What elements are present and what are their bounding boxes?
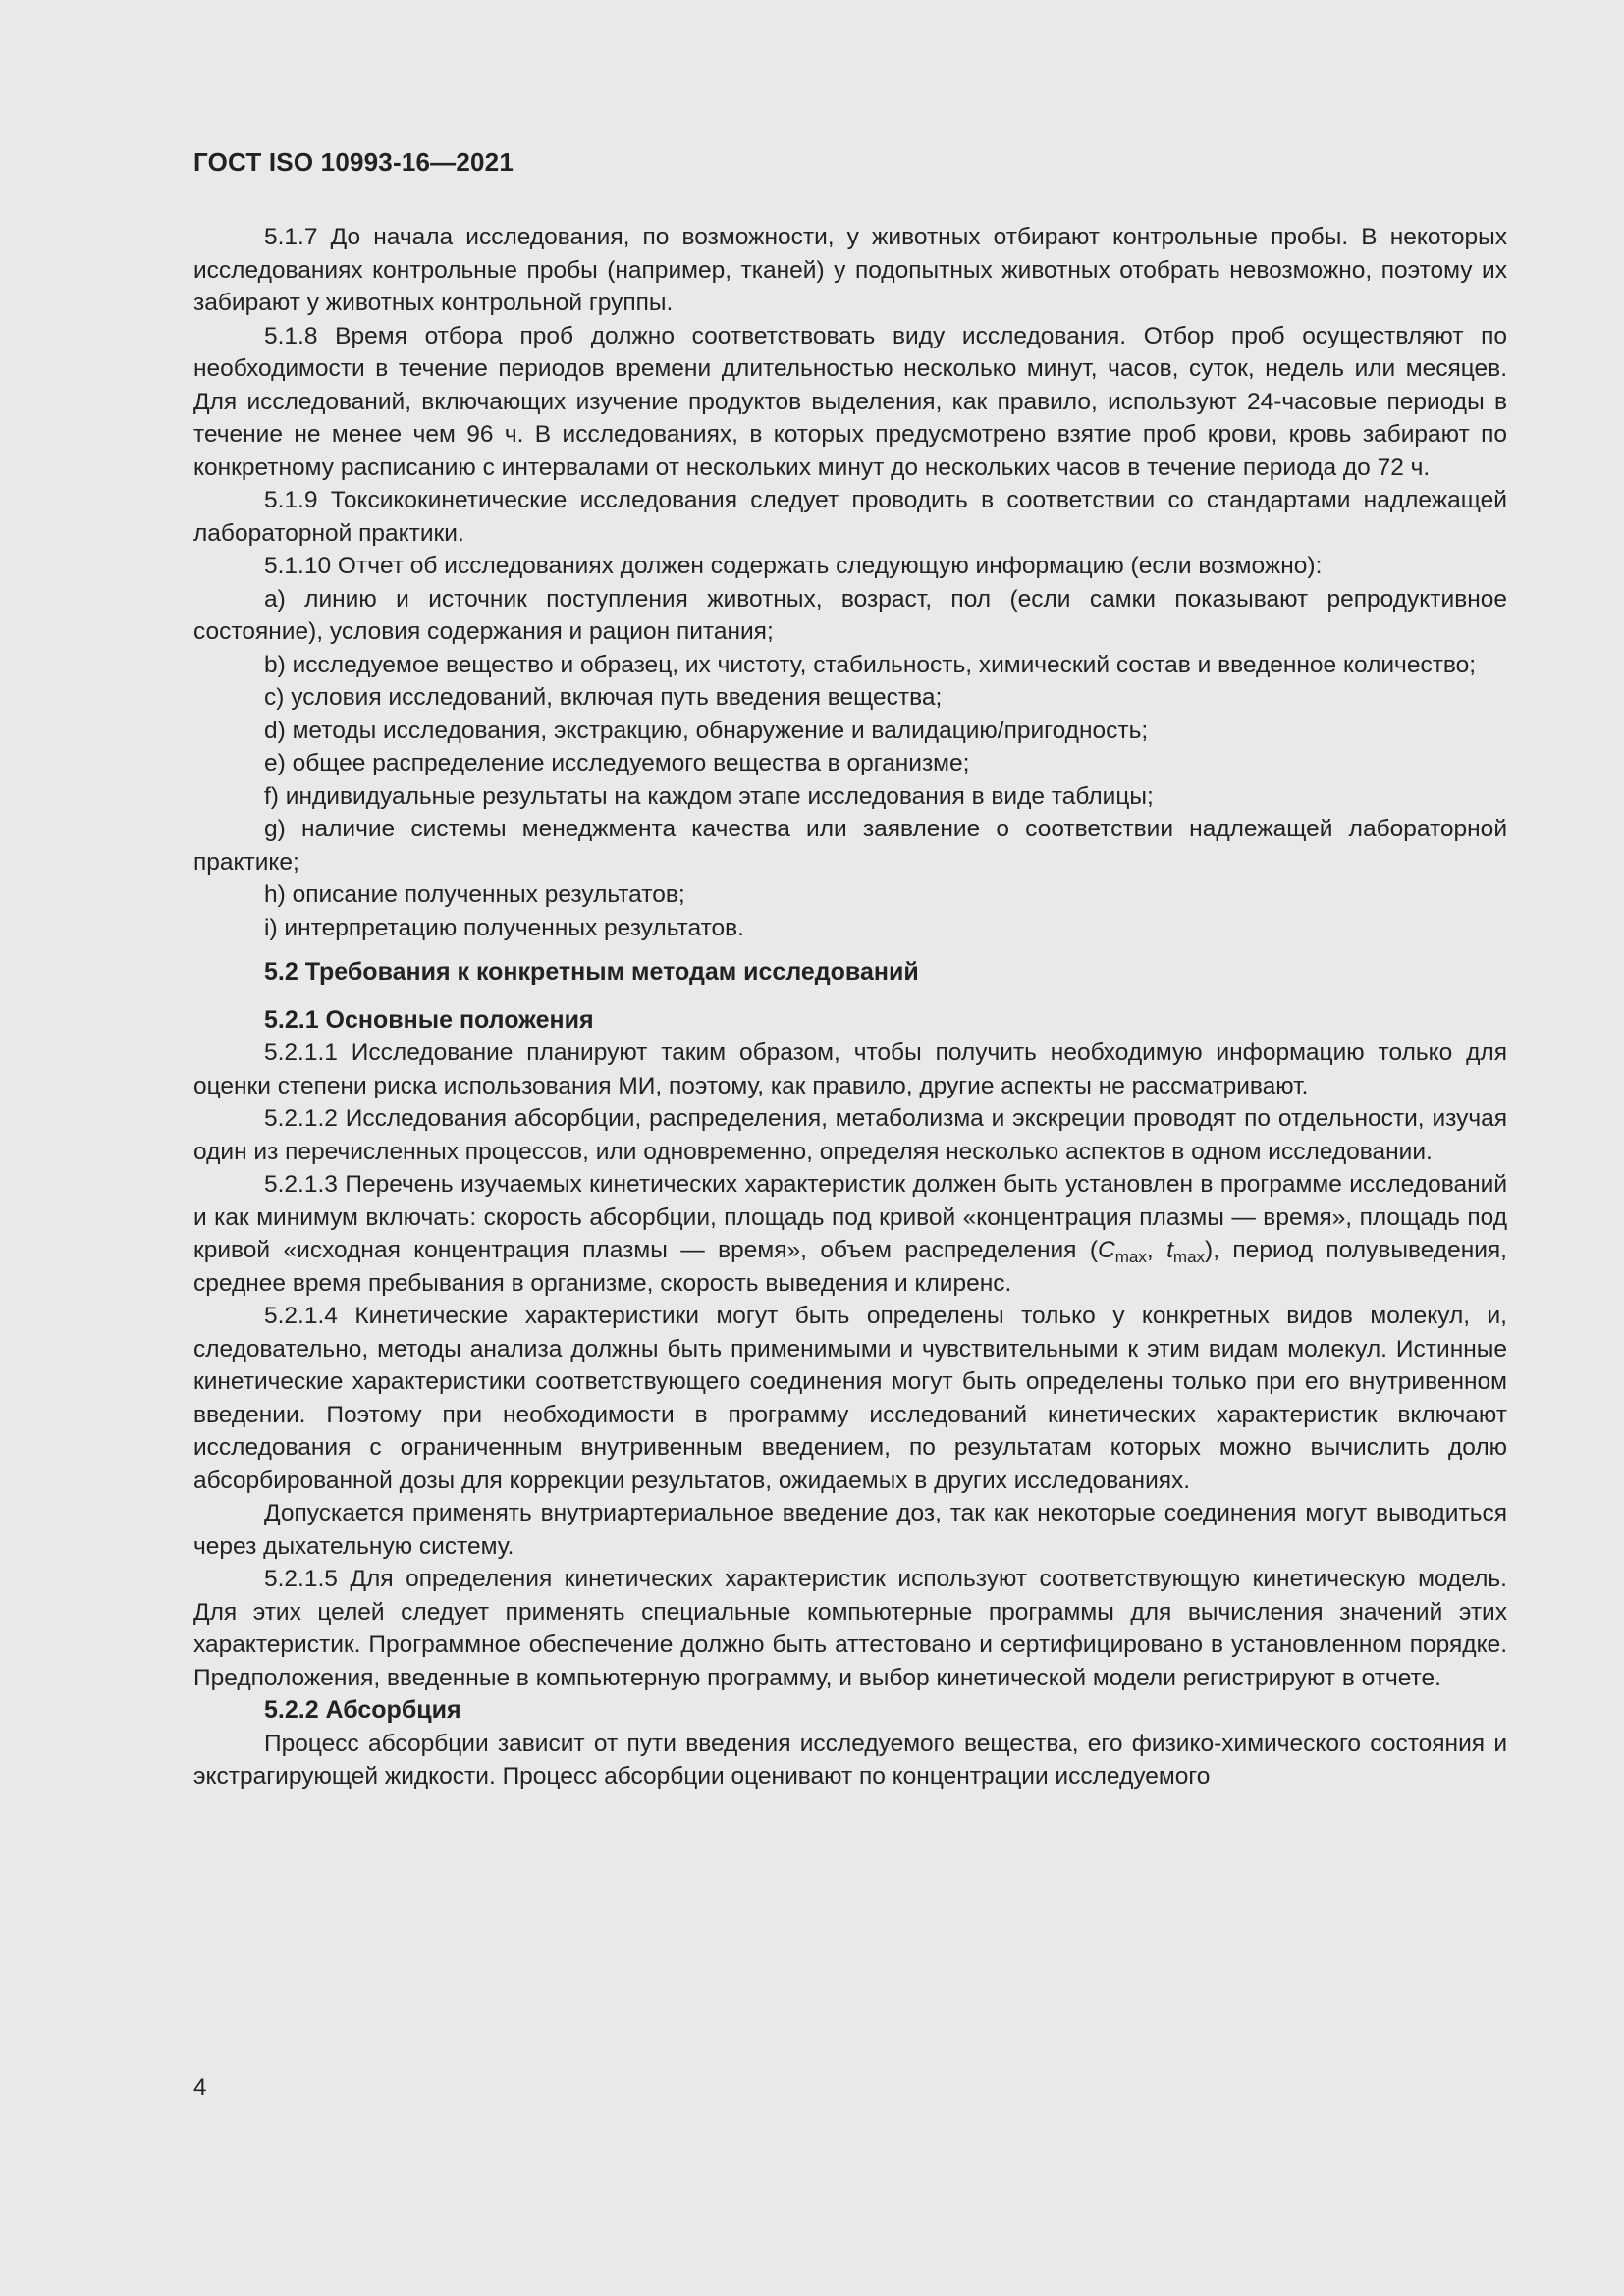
page-number: 4	[193, 2074, 207, 2101]
list-item: d) методы исследования, экстракцию, обнаружение и валидацию/пригодность;	[264, 717, 1149, 744]
paragraph-intra-arterial: Допускается применять внутриартериальное введение доз, так как некоторые соединения могут выводиться через дыхательную систему.	[193, 1500, 1507, 1560]
paragraph-5-2-1-3	[193, 1168, 1507, 1300]
list-item: h) описание полученных результатов;	[264, 881, 685, 908]
list-item: e) общее распределение исследуемого вещества в организме;	[264, 750, 970, 776]
list-item: b) исследуемое вещество и образец, их чистоту, стабильность, химический состав и введенное количество;	[264, 651, 1477, 678]
paragraph-5-2-1-1: 5.2.1.1 Исследование планируют таким образом, чтобы получить необходимую информацию только для оценки степени риска использования МИ, поэтому, как правило, другие аспекты не рассматривают.	[193, 1040, 1507, 1099]
list-item: g) наличие системы менеджмента качества или заявление о соответствии надлежащей лабораторной практике;	[193, 816, 1507, 876]
section-heading-5-2-1: 5.2.1 Основные положения	[264, 1005, 594, 1034]
separator: ,	[1146, 1237, 1167, 1263]
paragraph-5-1-9: 5.1.9 Токсикокинетические исследования следует проводить в соответствии со стандартами надлежащей лабораторной практики.	[193, 487, 1507, 547]
symbol-c: C	[1098, 1237, 1115, 1263]
paragraph-text: 5.2.1.3 Перечень изучаемых кинетических характеристик должен быть установлен в программе исследований и как минимум включать: скорость абсорбции, площадь под кривой «концентрация плазмы — время», площадь под кривой «исходная концентрация плазмы — время», объем распределения (	[193, 1171, 1507, 1263]
list-item: f) индивидуальные результаты на каждом этапе исследования в виде таблицы;	[264, 782, 1154, 810]
subscript-max: max	[1114, 1248, 1147, 1266]
paragraph-5-1-8: 5.1.8 Время отбора проб должно соответствовать виду исследования. Отбор проб осуществляют по необходимости в течение периодов времени длительностью несколько минут, часов, суток, недель или месяцев. Для исследований, включающих изучение продуктов выделения, как правило, используют 24-часовые периоды в течение не менее чем 96 ч. В исследованиях, в которых предусмотрено взятие проб крови, кровь забирают по конкретному расписанию с интервалами от нескольких минут до нескольких часов в течение периода до 72 ч.	[193, 322, 1507, 481]
document-header: ГОСТ ISO 10993-16—2021	[193, 147, 514, 177]
list-item: c) условия исследований, включая путь введения вещества;	[264, 684, 943, 711]
paragraph-5-2-1-4: 5.2.1.4 Кинетические характеристики могут быть определены только у конкретных видов молекул, и, следовательно, методы анализа должны быть применимыми и чувствительными к этим видам молекул. Истинные кинетические характеристики соответствующего соединения могут быть определены только при его внутривенном введении. Поэтому при необходимости в программу исследований кинетических характеристик включают исследования с ограниченным внутривенным введением, по результатам которых можно вычислить долю абсорбированной дозы для коррекции результатов, ожидаемых в других исследованиях.	[193, 1303, 1507, 1494]
paragraph-5-2-1-2: 5.2.1.2 Исследования абсорбции, распределения, метаболизма и экскреции проводят по отдельности, изучая один из перечисленных процессов, или одновременно, определяя несколько аспектов в одном исследовании.	[193, 1105, 1507, 1165]
paragraph-5-2-1-5: 5.2.1.5 Для определения кинетических характеристик используют соответствующую кинетическую модель. Для этих целей следует применять специальные компьютерные программы для вычисления значений этих характеристик. Программное обеспечение должно быть аттестовано и сертифицировано в установленном порядке. Предположения, введенные в компьютерную программу, и выбор кинетической модели регистрируют в отчете.	[193, 1566, 1507, 1691]
section-heading-5-2: 5.2 Требования к конкретным методам исследований	[264, 958, 919, 986]
list-item: a) линию и источник поступления животных, возраст, пол (если самки показывают репродуктивное состояние), условия содержания и рацион питания;	[193, 585, 1507, 645]
subscript-max: max	[1172, 1248, 1206, 1266]
paragraph-text: ), период полувыведения, среднее время пребывания в организме, скорость выведения и клиренс.	[193, 1237, 1507, 1297]
paragraph-5-1-10: 5.1.10 Отчет об исследованиях должен содержать следующую информацию (если возможно):	[264, 553, 1323, 579]
document-body	[193, 221, 1507, 1793]
section-heading-5-2-2: 5.2.2 Абсорбция	[264, 1696, 461, 1724]
paragraph-5-1-7: 5.1.7 До начала исследования, по возможности, у животных отбирают контрольные пробы. В некоторых исследованиях контрольные пробы (например, тканей) у подопытных животных отобрать невозможно, поэтому их забирают у животных контрольной группы.	[193, 224, 1507, 316]
symbol-t: t	[1166, 1237, 1173, 1263]
paragraph-absorption: Процесс абсорбции зависит от пути введения исследуемого вещества, его физико-химического состояния и экстрагирующей жидкости. Процесс абсорбции оценивают по концентрации исследуемого	[193, 1730, 1507, 1789]
list-item: i) интерпретацию полученных результатов.	[264, 914, 744, 941]
